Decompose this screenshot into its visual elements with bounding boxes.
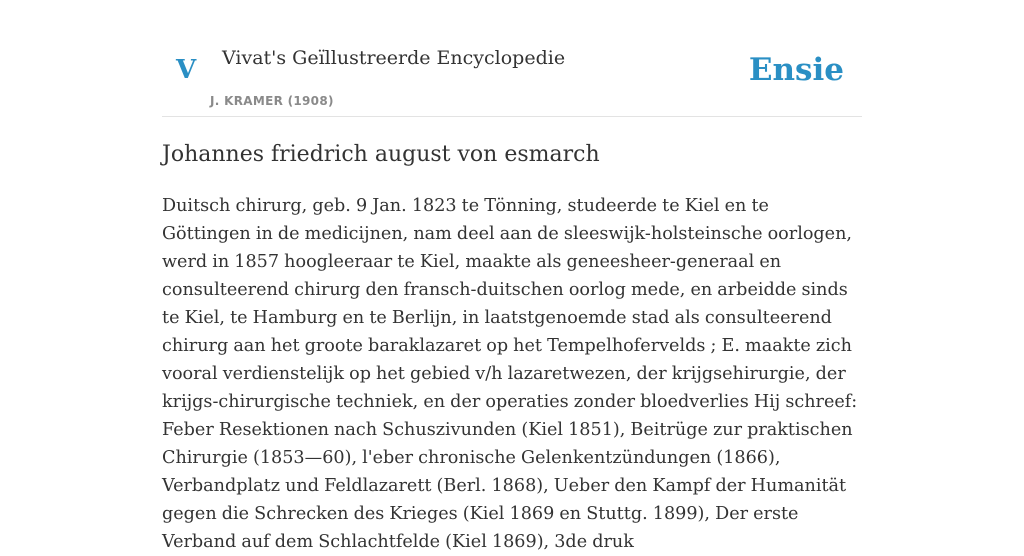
source-logo-icon[interactable]: V: [176, 55, 197, 85]
source-author: J. KRAMER (1908): [210, 94, 334, 108]
brand-logo[interactable]: Ensie: [748, 52, 844, 88]
entry-title: Johannes friedrich august von esmarch: [162, 142, 600, 167]
entry-body: Duitsch chirurg, geb. 9 Jan. 1823 te Tönning, studeerde te Kiel en te Göttingen in de medicijnen, nam deel aan de sleeswijk-holsteinsche oorlogen, werd in 1857 hoogleeraar te Kiel, maakte als geneesheer-generaal en consulteerend chirurg den fransch-duitschen oorlog mede, en arbeidde sinds te Kiel, te Hamburg en te Berlijn, in laatstgenoemde stad als consulteerend chirurg aan het groote baraklazaret op het Tempelhofervelds ; E. maakte zich vooral verdienstelijk op het gebied v/h lazaretwezen, der krijgsehirurgie, der krijgs-chirurgische techniek, en der operaties zonder bloedverlies Hij schreef: Feber Resektionen nach Schuszivunden (Kiel 1851), Beitrüge zur praktischen Chirurgie (1853—60), l'eber chronische Gelenkentzündungen (1866), Verbandplatz und Feldlazarett (Berl. 1868), Ueber den Kampf der Humanität gegen die Schrecken des Krieges (Kiel 1869 en Stuttg. 1899), Der erste Verband auf dem Schlachtfelde (Kiel 1869), 3de druk: [162, 196, 858, 552]
site-header: [162, 0, 862, 117]
source-title-link[interactable]: Vivat's Geïllustreerde Encyclopedie: [222, 47, 566, 69]
